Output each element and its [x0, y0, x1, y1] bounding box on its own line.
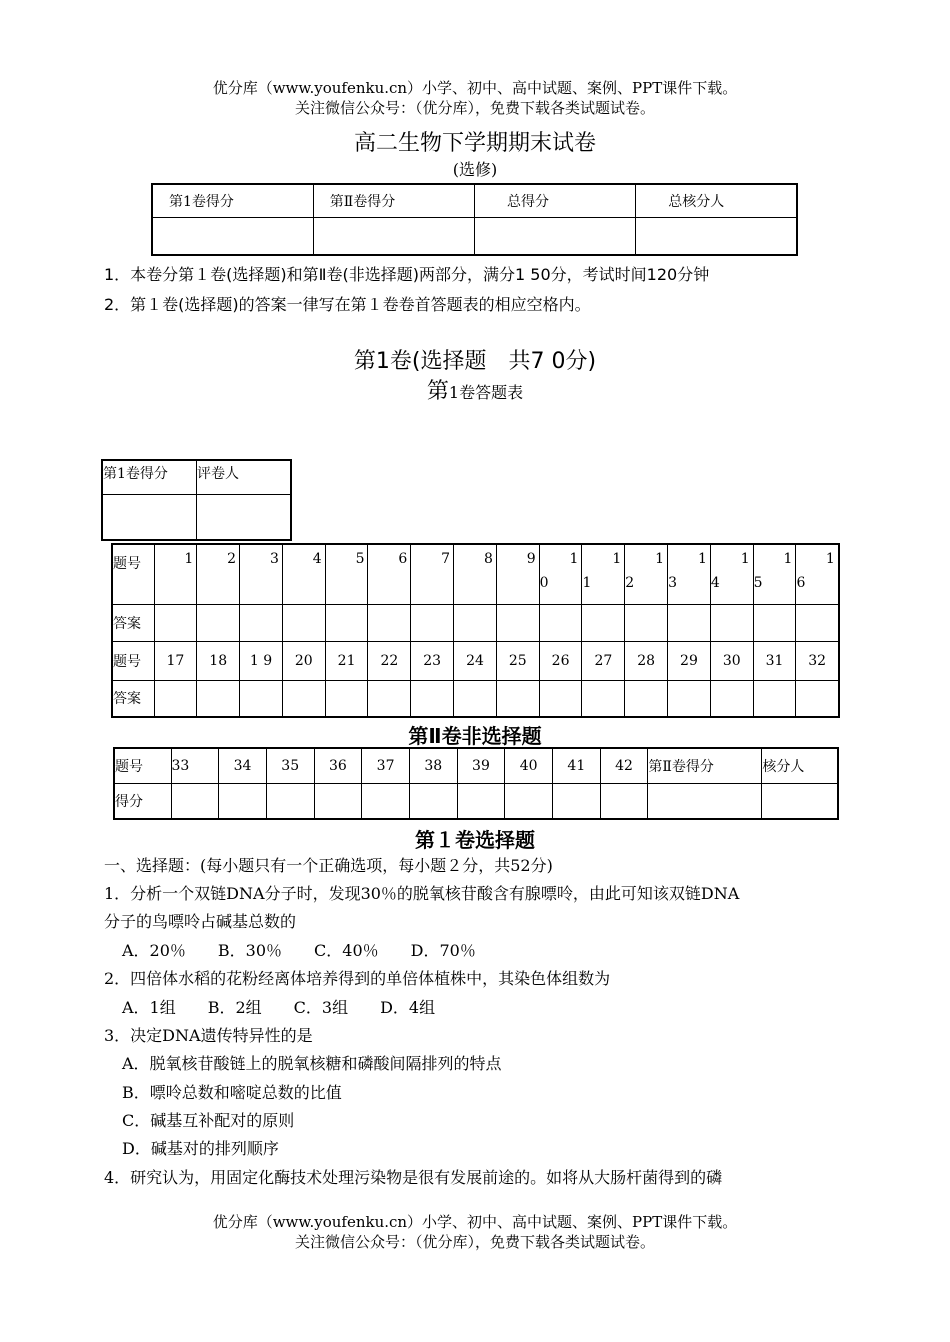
question-number: 5	[325, 544, 368, 604]
answer-cell[interactable]	[197, 604, 240, 641]
score-input-cell[interactable]	[648, 783, 762, 819]
answer-cell[interactable]	[368, 604, 411, 641]
question-number: 27	[582, 641, 625, 680]
q3-option-c: C．碱基互补配对的原则	[122, 1111, 295, 1130]
page-title: 高二生物下学期期末试卷	[353, 131, 596, 156]
grader-table	[101, 459, 292, 541]
q3: 3．决定DNA遗传特异性的是	[104, 1026, 313, 1045]
page-footer-line2: 关注微信公众号：（优分库），免费下载各类试题试卷。	[294, 1233, 655, 1251]
answer-table	[111, 543, 840, 718]
answer-cell[interactable]	[411, 604, 454, 641]
answer-cell[interactable]	[240, 680, 283, 717]
answer-cell[interactable]	[668, 680, 711, 717]
q3-option-a: A．脱氧核苷酸链上的脱氧核糖和磷酸间隔排列的特点	[122, 1054, 502, 1073]
question-number: 1 5	[753, 544, 796, 604]
answer-cell[interactable]	[668, 604, 711, 641]
answer-cell[interactable]	[454, 604, 497, 641]
section2-checker-header: 核分人	[762, 748, 838, 783]
question-number: 1 9	[240, 641, 283, 680]
q1-options: A．20％ B．30％ C．40％ D．70％	[122, 941, 476, 960]
answer-cell[interactable]	[154, 680, 197, 717]
question-number: 29	[668, 641, 711, 680]
q3-option-b: B．嘌呤总数和嘧啶总数的比值	[122, 1083, 342, 1102]
score-cell-1[interactable]	[152, 217, 313, 255]
question-number: 3	[240, 544, 283, 604]
question-number: 22	[368, 641, 411, 680]
grader-header-grader: 评卷人	[197, 460, 292, 494]
answer-cell[interactable]	[240, 604, 283, 641]
question-number: 30	[710, 641, 753, 680]
question-number: 25	[496, 641, 539, 680]
score-input-cell[interactable]	[457, 783, 505, 819]
answer-cell[interactable]	[325, 680, 368, 717]
question-number: 42	[600, 748, 648, 783]
answer-cell[interactable]	[197, 680, 240, 717]
question-number: 9	[496, 544, 539, 604]
note-2: 2．第１卷(选择题)的答案一律写在第１卷卷首答题表的相应空格内。	[104, 295, 591, 314]
score-input-cell[interactable]	[409, 783, 457, 819]
question-number: 40	[505, 748, 553, 783]
score-input-cell[interactable]	[219, 783, 267, 819]
answer-cell[interactable]	[710, 680, 753, 717]
question-number: 1 6	[796, 544, 839, 604]
answer-cell[interactable]	[753, 680, 796, 717]
answer-cell[interactable]	[753, 604, 796, 641]
question-number: 32	[796, 641, 839, 680]
score-cell-2[interactable]	[313, 217, 474, 255]
question-number: 17	[154, 641, 197, 680]
answer-cell[interactable]	[582, 604, 625, 641]
answer-cell[interactable]	[282, 680, 325, 717]
q1-line1: 1．分析一个双链DNA分子时，发现30％的脱氧核苷酸含有腺嘌呤，由此可知该双链DNA	[104, 884, 740, 903]
score-input-cell[interactable]	[553, 783, 601, 819]
question-number: 31	[753, 641, 796, 680]
question-number: 34	[219, 748, 267, 783]
question-number: 33	[171, 748, 219, 783]
section1-title: 第1卷(选择题 共7 0分)	[353, 349, 597, 374]
section1-subtitle-big: 第	[426, 379, 449, 404]
score-input-cell[interactable]	[762, 783, 838, 819]
question-number: 7	[411, 544, 454, 604]
question-number: 23	[411, 641, 454, 680]
section2-label-s: 得分	[114, 783, 171, 819]
grader-cell-score[interactable]	[102, 494, 197, 540]
answer-cell[interactable]	[325, 604, 368, 641]
answer-cell[interactable]	[539, 680, 582, 717]
score-header-4: 总核分人	[636, 184, 797, 217]
question-number: 38	[409, 748, 457, 783]
answer-cell[interactable]	[539, 604, 582, 641]
answer-cell[interactable]	[625, 604, 668, 641]
answer-cell[interactable]	[368, 680, 411, 717]
section1-subtitle-rest: 1卷答题表	[448, 383, 524, 402]
question-number: 20	[282, 641, 325, 680]
q4: 4．研究认为，用固定化酶技术处理污染物是很有发展前途的。如将从大肠杆菌得到的磷	[104, 1168, 723, 1187]
page-header-line2: 关注微信公众号：（优分库），免费下载各类试题试卷。	[294, 99, 655, 117]
score-header-1: 第1卷得分	[152, 184, 313, 217]
answer-cell[interactable]	[796, 604, 839, 641]
section2-label-q: 题号	[114, 748, 171, 783]
section2-title: 第Ⅱ卷非选择题	[408, 724, 542, 748]
answer-cell[interactable]	[154, 604, 197, 641]
answer-row-label-a1: 答案	[112, 604, 154, 641]
score-input-cell[interactable]	[314, 783, 362, 819]
question-number: 37	[362, 748, 410, 783]
question-number: 1 3	[668, 544, 711, 604]
page-footer-line1: 优分库（www.youfenku.cn）小学、初中、高中试题、案例、PPT课件下载。	[212, 1213, 738, 1231]
question-number: 6	[368, 544, 411, 604]
section2-table	[113, 747, 839, 820]
section3-title: 第１卷选择题	[415, 828, 535, 852]
score-input-cell[interactable]	[266, 783, 314, 819]
question-number: 1 4	[710, 544, 753, 604]
question-number: 18	[197, 641, 240, 680]
question-number: 1	[154, 544, 197, 604]
question-number: 36	[314, 748, 362, 783]
section1-subtitle	[0, 374, 950, 405]
q3-option-d: D．碱基对的排列顺序	[122, 1139, 279, 1158]
page-header-line1: 优分库（www.youfenku.cn）小学、初中、高中试题、案例、PPT课件下载。	[212, 79, 738, 97]
q1-line2: 分子的鸟嘌呤占碱基总数的	[104, 912, 297, 931]
score-input-cell[interactable]	[505, 783, 553, 819]
q2-options: A．1组 B．2组 C．3组 D．4组	[122, 998, 436, 1017]
question-number: 1 1	[582, 544, 625, 604]
score-table	[151, 183, 798, 256]
question-number: 28	[625, 641, 668, 680]
answer-cell[interactable]	[282, 604, 325, 641]
question-number: 1 0	[539, 544, 582, 604]
questions-intro: 一、选择题：(每小题只有一个正确选项，每小题２分，共52分)	[104, 856, 553, 875]
answer-row-label-q2: 题号	[112, 641, 154, 680]
score-cell-3[interactable]	[475, 217, 636, 255]
answer-row-label-q1: 题号	[112, 544, 154, 604]
grader-cell-grader[interactable]	[197, 494, 292, 540]
question-number: 8	[454, 544, 497, 604]
answer-cell[interactable]	[496, 680, 539, 717]
answer-cell[interactable]	[796, 680, 839, 717]
question-number: 21	[325, 641, 368, 680]
note-1: 1．本卷分第１卷(选择题)和第Ⅱ卷(非选择题)两部分，满分1 50分，考试时间120分钟	[104, 265, 710, 284]
score-header-3: 总得分	[475, 184, 636, 217]
score-input-cell[interactable]	[362, 783, 410, 819]
grader-header-score: 第1卷得分	[102, 460, 197, 494]
answer-row-label-a2: 答案	[112, 680, 154, 717]
q2: 2．四倍体水稻的花粉经离体培养得到的单倍体植株中，其染色体组数为	[104, 969, 611, 988]
answer-cell[interactable]	[454, 680, 497, 717]
score-cell-4[interactable]	[636, 217, 797, 255]
question-number: 35	[266, 748, 314, 783]
question-number: 1 2	[625, 544, 668, 604]
answer-cell[interactable]	[582, 680, 625, 717]
score-header-2: 第Ⅱ卷得分	[313, 184, 474, 217]
question-number: 2	[197, 544, 240, 604]
score-input-cell[interactable]	[600, 783, 648, 819]
answer-cell[interactable]	[710, 604, 753, 641]
question-number: 24	[454, 641, 497, 680]
answer-cell[interactable]	[496, 604, 539, 641]
section2-score-header: 第Ⅱ卷得分	[648, 748, 762, 783]
question-number: 41	[553, 748, 601, 783]
page-subtitle: (选修)	[452, 160, 498, 179]
score-input-cell[interactable]	[171, 783, 219, 819]
answer-cell[interactable]	[625, 680, 668, 717]
question-number: 39	[457, 748, 505, 783]
question-number: 4	[282, 544, 325, 604]
question-number: 26	[539, 641, 582, 680]
answer-cell[interactable]	[411, 680, 454, 717]
